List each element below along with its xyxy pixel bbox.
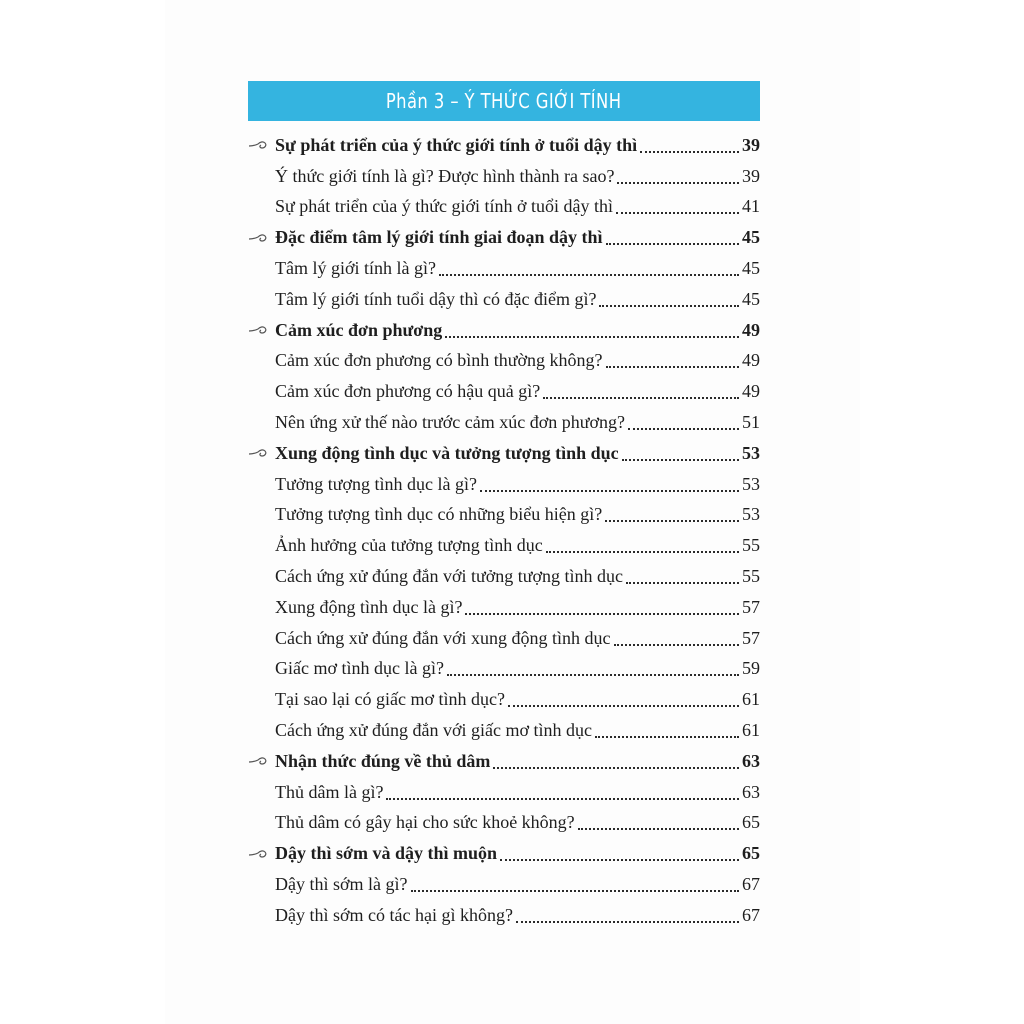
toc-item-page-number: 63	[742, 750, 760, 771]
dot-leader	[516, 920, 739, 923]
toc-item-page-number: 53	[742, 473, 760, 494]
toc-item[interactable]	[248, 253, 760, 284]
dot-leader	[626, 581, 739, 584]
dot-leader	[578, 827, 739, 830]
dot-leader	[606, 242, 740, 245]
toc-section[interactable]	[248, 222, 760, 253]
toc-item-page-number: 67	[742, 874, 760, 895]
toc-item-title: Dậy thì sớm là gì?	[275, 874, 408, 895]
toc-item-title: Cách ứng xử đúng đắn với giấc mơ tình dục	[275, 720, 592, 741]
toc-item-title: Tưởng tượng tình dục là gì?	[275, 473, 478, 494]
toc-item-title: Cách ứng xử đúng đắn với xung động tình dục	[275, 627, 611, 648]
dot-leader	[595, 735, 739, 738]
dot-leader	[543, 396, 739, 399]
toc-item[interactable]	[248, 684, 760, 715]
toc-item-title: Thủ dâm có gây hại cho sức khoẻ không?	[275, 812, 575, 833]
toc-item[interactable]	[248, 623, 760, 654]
toc-item-title: Nhận thức đúng về thủ dâm	[275, 750, 491, 771]
toc-item-title: Sự phát triển của ý thức giới tính ở tuổi dậy thì	[275, 196, 614, 217]
toc-item[interactable]	[248, 500, 760, 531]
toc-item-title: Giấc mơ tình dục là gì?	[275, 658, 444, 679]
toc-item-title: Dậy thì sớm có tác hại gì không?	[275, 904, 513, 925]
toc-item[interactable]	[248, 469, 760, 500]
dot-leader	[622, 458, 739, 461]
toc-item[interactable]	[248, 407, 760, 438]
dot-leader	[546, 550, 739, 553]
dot-leader	[617, 181, 739, 184]
dot-leader	[599, 304, 739, 307]
toc-item-page-number: 41	[742, 196, 760, 217]
toc-item-page-number: 53	[742, 504, 760, 525]
toc-item-title: Đặc điểm tâm lý giới tính giai đoạn dậy thì	[275, 227, 603, 248]
swirl-bullet-icon	[248, 446, 268, 460]
toc-section[interactable]	[248, 746, 760, 777]
toc-item-page-number: 49	[742, 381, 760, 402]
toc-item-title: Cách ứng xử đúng đắn với tưởng tượng tình dục	[275, 566, 624, 587]
toc-item-page-number: 39	[742, 134, 760, 155]
toc-item-title: Ảnh hưởng của tưởng tượng tình dục	[275, 535, 543, 556]
toc-item[interactable]	[248, 900, 760, 931]
toc-item-title: Tại sao lại có giấc mơ tình dục?	[275, 689, 505, 710]
toc-item-page-number: 55	[742, 535, 760, 556]
swirl-bullet-icon	[248, 323, 268, 337]
dot-leader	[606, 365, 739, 368]
toc-item-page-number: 53	[742, 442, 760, 463]
section-header-bar	[248, 81, 760, 121]
dot-leader	[439, 273, 739, 276]
toc-item[interactable]	[248, 808, 760, 839]
toc-item-page-number: 49	[742, 319, 760, 340]
toc-item[interactable]	[248, 346, 760, 377]
toc-item-page-number: 55	[742, 566, 760, 587]
toc-item-page-number: 57	[742, 596, 760, 617]
dot-leader	[445, 335, 739, 338]
toc-item-page-number: 49	[742, 350, 760, 371]
toc-item-title: Cảm xúc đơn phương có hậu quả gì?	[275, 381, 541, 402]
swirl-bullet-icon	[248, 231, 268, 245]
toc-item[interactable]	[248, 869, 760, 900]
toc-item[interactable]	[248, 192, 760, 223]
toc-item-title: Ý thức giới tính là gì? Được hình thành ra sao?	[275, 165, 615, 186]
section-header-title: Phần 3 – Ý THỨC GIỚI TÍNH	[386, 89, 622, 113]
toc-item-page-number: 45	[742, 288, 760, 309]
toc-item-page-number: 61	[742, 689, 760, 710]
toc-item-page-number: 61	[742, 720, 760, 741]
toc-item-page-number: 45	[742, 258, 760, 279]
toc-item[interactable]	[248, 777, 760, 808]
dot-leader	[411, 889, 740, 892]
dot-leader	[628, 427, 739, 430]
dot-leader	[614, 643, 740, 646]
dot-leader	[465, 612, 739, 615]
toc-item[interactable]	[248, 654, 760, 685]
toc-item[interactable]	[248, 592, 760, 623]
dot-leader	[508, 704, 739, 707]
toc-item[interactable]	[248, 284, 760, 315]
toc-item-title: Cảm xúc đơn phương	[275, 319, 443, 340]
swirl-bullet-icon	[248, 754, 268, 768]
dot-leader	[386, 797, 739, 800]
toc-item-page-number: 63	[742, 781, 760, 802]
toc-item-title: Thủ dâm là gì?	[275, 781, 384, 802]
toc-item-page-number: 59	[742, 658, 760, 679]
dot-leader	[493, 766, 739, 769]
toc-item-title: Cảm xúc đơn phương có bình thường không?	[275, 350, 603, 371]
toc-item-title: Tưởng tượng tình dục có những biểu hiện gì?	[275, 504, 603, 525]
toc-item[interactable]	[248, 530, 760, 561]
toc-item[interactable]	[248, 715, 760, 746]
toc-item-page-number: 51	[742, 412, 760, 433]
toc-item-page-number: 65	[742, 843, 760, 864]
dot-leader	[447, 673, 739, 676]
toc-item-title: Dậy thì sớm và dậy thì muộn	[275, 843, 498, 864]
toc-item-title: Xung động tình dục là gì?	[275, 596, 463, 617]
toc-item-page-number: 57	[742, 627, 760, 648]
toc-item-page-number: 67	[742, 904, 760, 925]
dot-leader	[640, 150, 739, 153]
dot-leader	[480, 489, 739, 492]
toc-item-title: Sự phát triển của ý thức giới tính ở tuổi dậy thì	[275, 134, 638, 155]
dot-leader	[605, 519, 739, 522]
toc-item[interactable]	[248, 161, 760, 192]
toc-item-title: Xung động tình dục và tưởng tượng tình dục	[275, 442, 619, 463]
toc-item-page-number: 45	[742, 227, 760, 248]
dot-leader	[616, 211, 739, 214]
toc-item-page-number: 39	[742, 165, 760, 186]
toc-section[interactable]	[248, 438, 760, 469]
toc-section[interactable]	[248, 315, 760, 346]
toc-section[interactable]	[248, 838, 760, 869]
toc-item-page-number: 65	[742, 812, 760, 833]
toc-item-title: Tâm lý giới tính tuổi dậy thì có đặc điểm gì?	[275, 288, 597, 309]
toc-section[interactable]	[248, 130, 760, 161]
swirl-bullet-icon	[248, 138, 268, 152]
dot-leader	[500, 858, 739, 861]
swirl-bullet-icon	[248, 847, 268, 861]
table-of-contents	[248, 130, 760, 931]
toc-item[interactable]	[248, 561, 760, 592]
toc-item[interactable]	[248, 376, 760, 407]
toc-item-title: Nên ứng xử thế nào trước cảm xúc đơn phương?	[275, 412, 625, 433]
toc-item-title: Tâm lý giới tính là gì?	[275, 258, 436, 279]
